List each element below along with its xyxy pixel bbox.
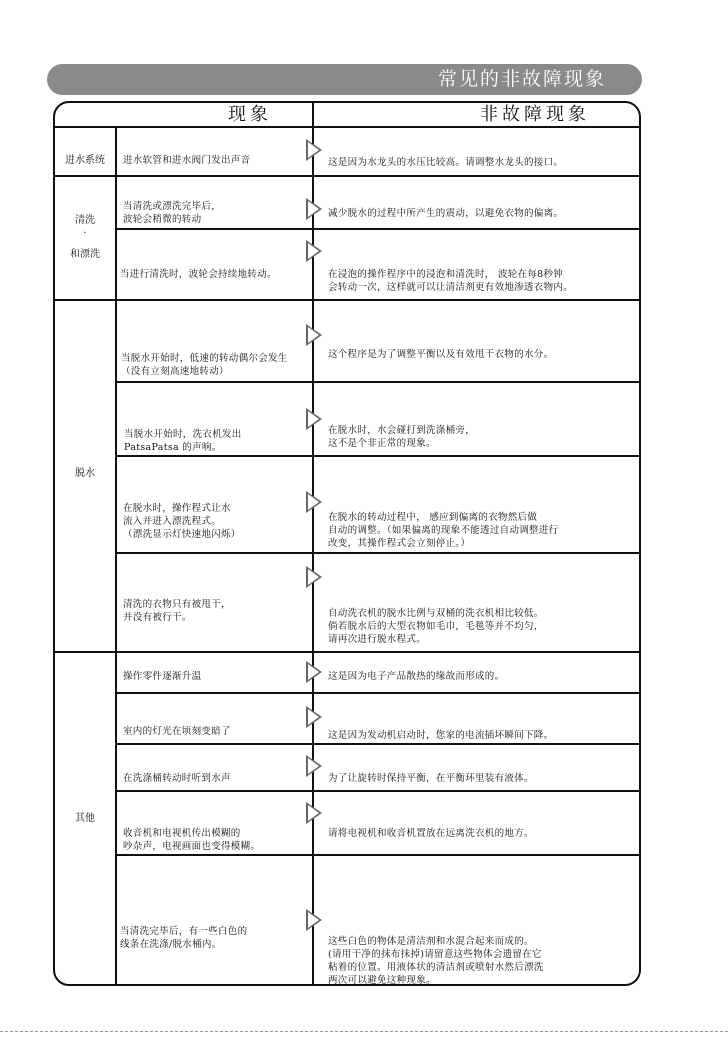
row-rule bbox=[116, 692, 640, 694]
category-divider bbox=[115, 127, 117, 985]
category-wash-rinse-line2: 和漂洗 bbox=[70, 249, 100, 260]
row-rule bbox=[116, 381, 640, 383]
column-divider bbox=[312, 103, 314, 985]
symptom-cell: 当进行清洗时，波轮会持续地转动。 bbox=[120, 269, 277, 280]
explanation-cell: 自动洗衣机的脱水比例与双桶的洗衣机相比较低。 倘若脱水后的大型衣物如毛巾，毛毯等并不均匀， 请再次进行脱水程式。 bbox=[328, 608, 544, 645]
category-spin: 脱水 bbox=[75, 468, 95, 479]
category-water-inlet: 进水系统 bbox=[65, 155, 105, 166]
explanation-cell: 请将电视机和收音机置放在远离洗衣机的地方。 bbox=[328, 828, 534, 839]
arrow-icon bbox=[306, 408, 322, 430]
explanation-cell: 在脱水时，水会碰打到洗涤桶旁， 这不是个非正常的现象。 bbox=[328, 425, 476, 449]
symptom-cell: 室内的灯光在顷刻变暗了 bbox=[123, 726, 231, 737]
explanation-cell: 在浸泡的操作程序中的浸泡和清洗时， 波轮在每8秒钟 会转动一次，这样就可以让清洁剂更有效地渗透衣物内。 bbox=[328, 269, 574, 293]
explanation-cell: 为了让旋转时保持平衡，在平衡环里装有液体。 bbox=[328, 773, 534, 784]
arrow-icon bbox=[306, 198, 322, 220]
row-rule bbox=[55, 175, 640, 177]
arrow-icon bbox=[306, 566, 322, 588]
title-banner bbox=[47, 64, 642, 95]
arrow-icon bbox=[306, 324, 322, 346]
row-rule bbox=[116, 552, 640, 554]
row-rule bbox=[116, 790, 640, 792]
symptom-cell: 当清洗完毕后，有一些白色的 线条在洗涤/脱水桶内。 bbox=[120, 926, 248, 950]
row-rule bbox=[55, 299, 640, 301]
symptom-cell: 进水软管和进水阀门发出声音 bbox=[123, 155, 251, 166]
arrow-icon bbox=[306, 909, 322, 931]
explanation-cell: 这是因为电子产品散热的缘故而形成的。 bbox=[328, 671, 505, 682]
header-phenomenon: 现象 bbox=[228, 104, 272, 125]
symptom-cell: 收音机和电视机传出模糊的 吵杂声，电视画面也变得模糊。 bbox=[123, 828, 261, 852]
arrow-icon bbox=[306, 802, 322, 824]
arrow-icon bbox=[306, 661, 322, 683]
footer-divider bbox=[0, 1031, 728, 1032]
header-not-fault: 非故障现象 bbox=[480, 104, 590, 125]
explanation-cell: 这个程序是为了调整平衡以及有效甩干衣物的水分。 bbox=[328, 349, 554, 360]
symptom-cell: 在洗涤桶转动时听到水声 bbox=[123, 773, 231, 784]
explanation-cell: 这是因为水龙头的水压比较高。请调整水龙头的接口。 bbox=[328, 157, 564, 168]
category-wash-rinse-dot: · bbox=[83, 228, 87, 239]
arrow-icon bbox=[306, 706, 322, 728]
arrow-icon bbox=[306, 240, 322, 262]
category-other: 其他 bbox=[75, 813, 95, 824]
header-rule bbox=[55, 126, 640, 128]
symptom-cell: 操作零件逐渐升温 bbox=[123, 671, 202, 682]
arrow-icon bbox=[306, 755, 322, 777]
symptom-cell: 清洗的衣物只有被甩干， 并没有被行干。 bbox=[123, 599, 231, 623]
explanation-cell: 这些白色的物体是清洁剂和水混合起来而成的。 (请用干净的抹布抹掉)请留意这些物体会遗留在它 粘着的位置。用液体状的清洁剂或喷射水然后漂洗 两次可以避免这种现象。 bbox=[328, 936, 544, 986]
page-title: 常见的非故障现象 bbox=[437, 68, 606, 90]
symptom-cell: 在脱水时，操作程式让水 流入并进入漂洗程式。 （漂洗显示灯快速地闪烁） bbox=[123, 503, 241, 540]
row-rule bbox=[116, 455, 640, 457]
symptom-cell: 当清洗或漂洗完毕后， 波轮会稍微的转动 bbox=[123, 201, 222, 225]
row-rule bbox=[55, 651, 640, 653]
explanation-cell: 在脱水的转动过程中， 感应到偏离的衣物然后做 自动的调整。（如果偏离的现象不能透过自动调整进行 改变，其操作程式会立刻停止。） bbox=[328, 512, 559, 549]
row-rule bbox=[116, 228, 640, 230]
arrow-icon bbox=[306, 491, 322, 513]
explanation-cell: 减少脱水的过程中所产生的震动，以避免衣物的偏离。 bbox=[328, 208, 564, 219]
symptom-cell: 当脱水开始时，洗衣机发出 PatsaPatsa 的声响。 bbox=[124, 429, 242, 453]
row-rule bbox=[116, 743, 640, 745]
row-rule bbox=[116, 854, 640, 856]
symptom-cell: 当脱水开始时，低速的转动偶尔会发生 （没有立刻高速地转动） bbox=[121, 353, 288, 377]
explanation-cell: 这是因为发动机启动时，您家的电流插坏瞬间下降。 bbox=[328, 730, 554, 741]
category-wash-rinse-line1: 清洗 bbox=[75, 215, 95, 226]
arrow-icon bbox=[306, 139, 322, 161]
